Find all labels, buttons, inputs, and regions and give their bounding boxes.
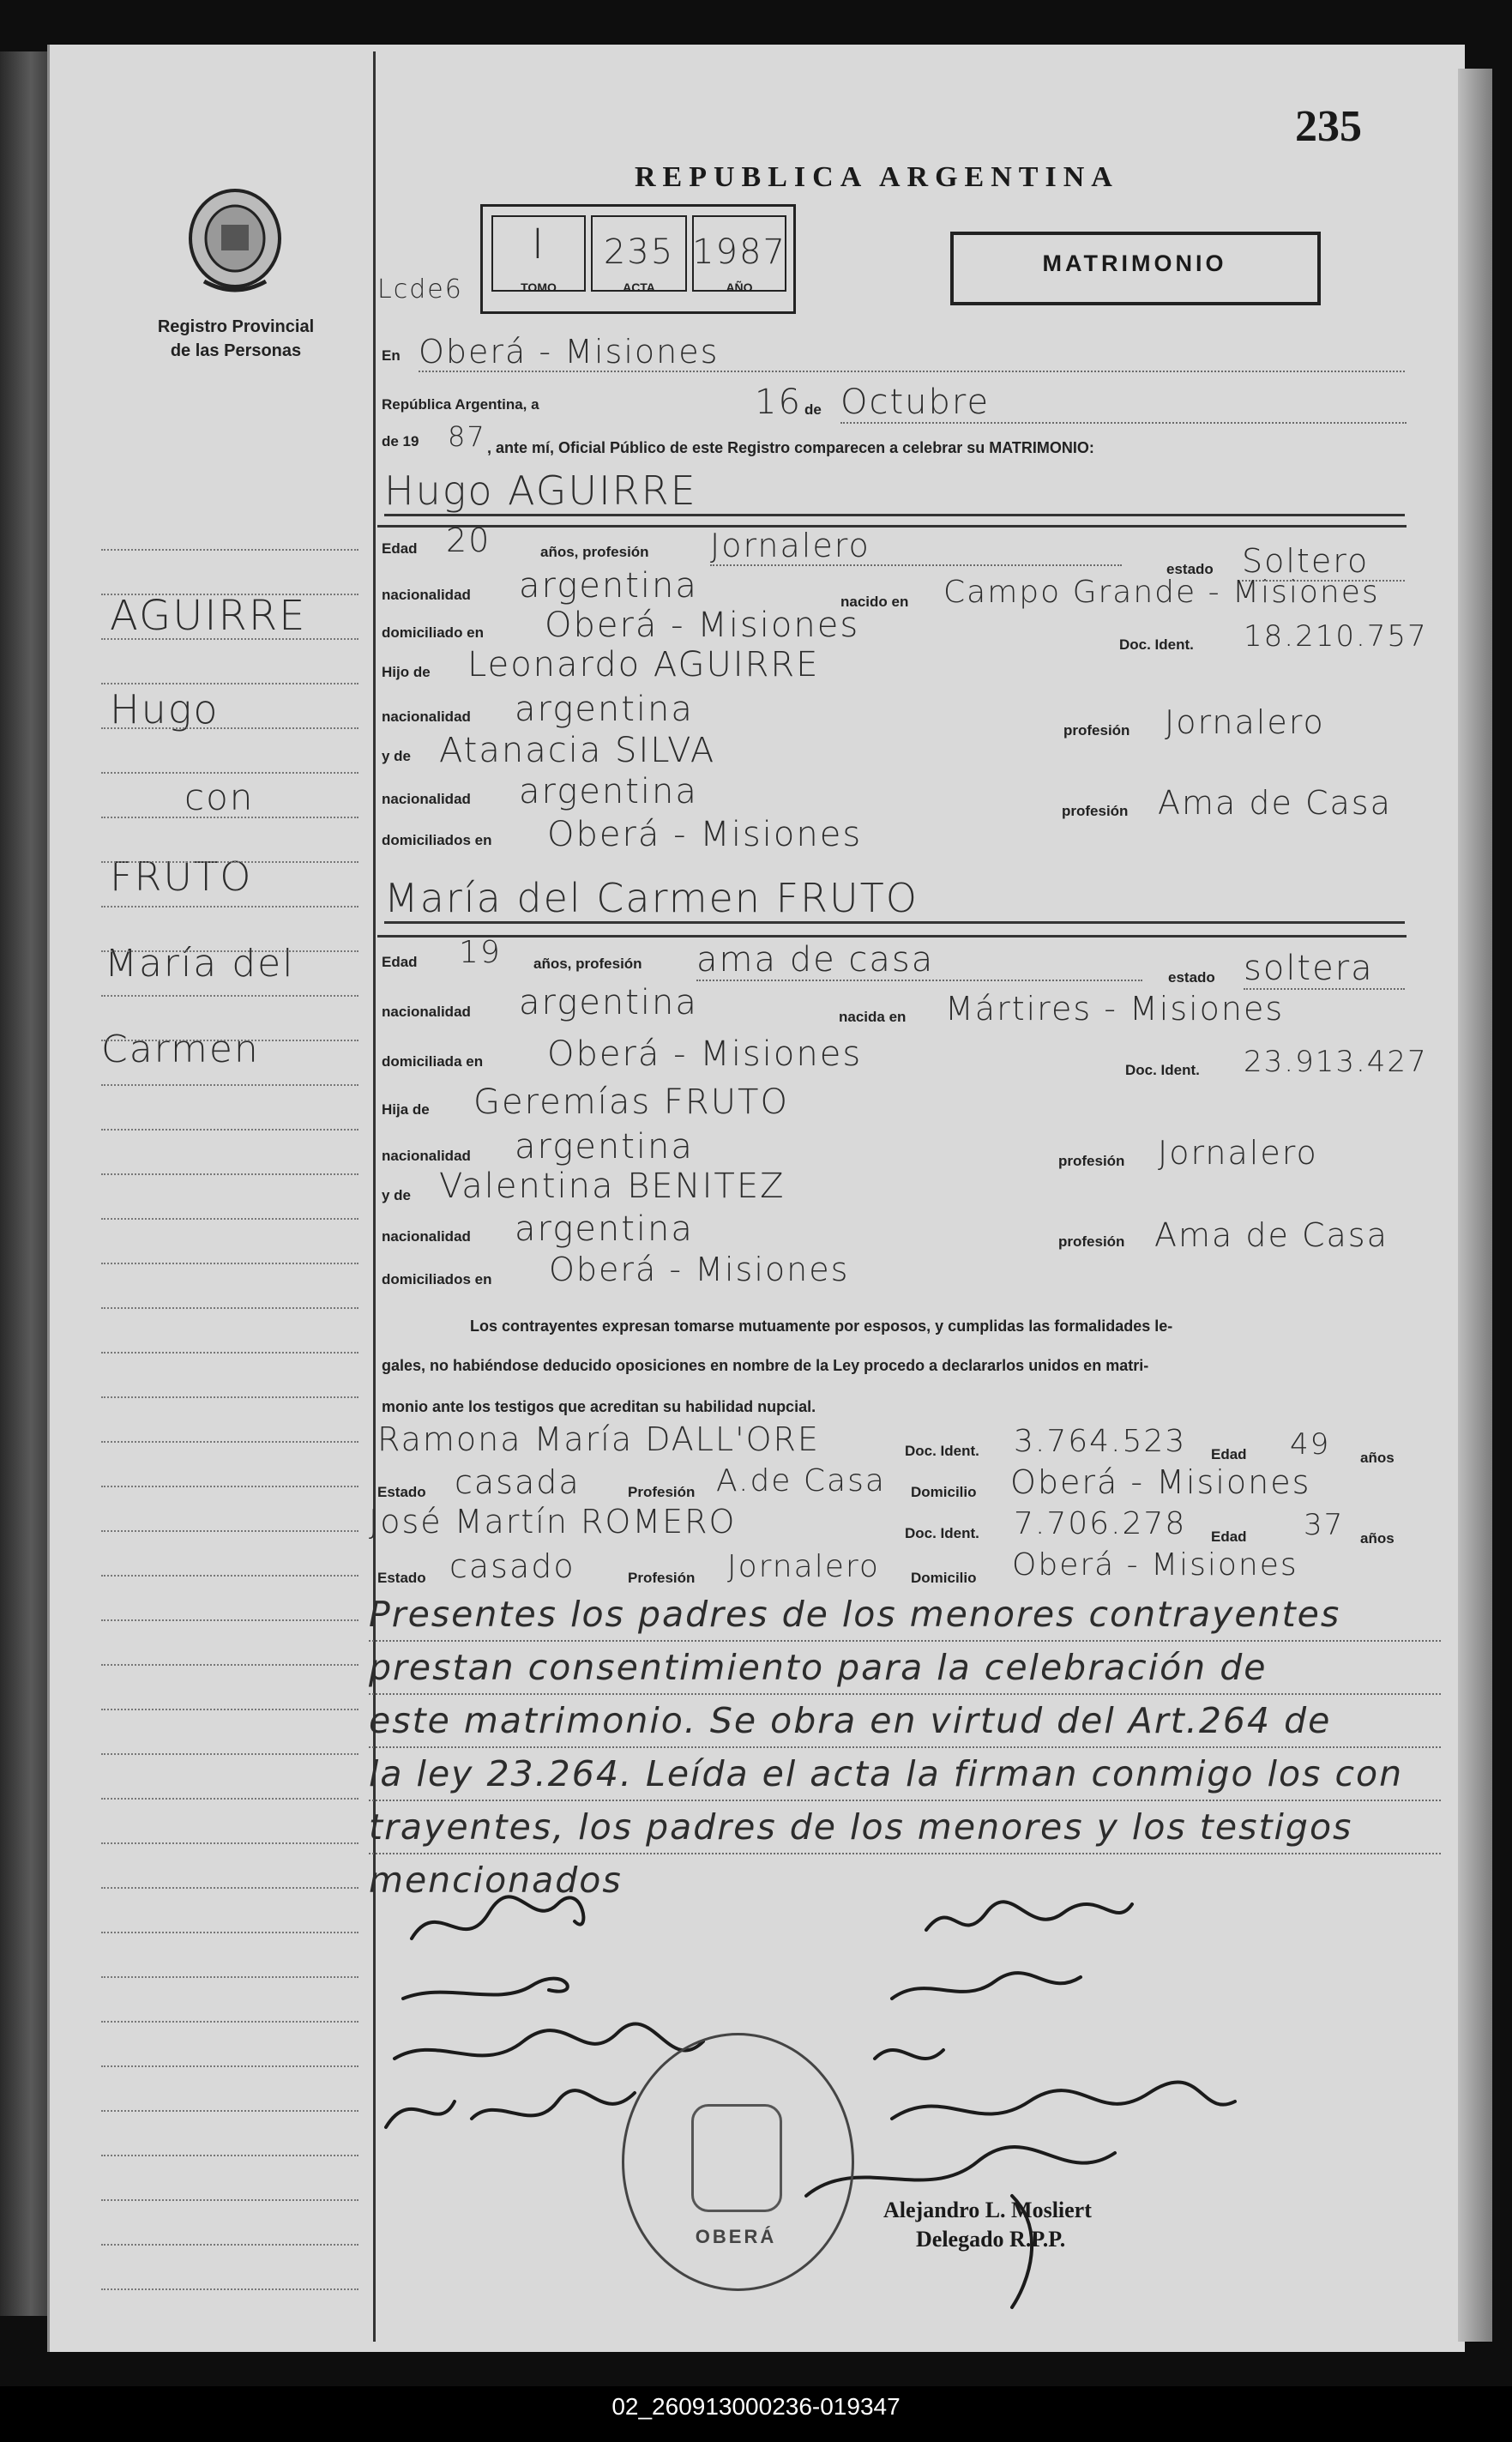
margin-rule-line: [101, 1932, 358, 1933]
groom-nac-label: nacionalidad: [382, 587, 471, 603]
handwritten-notes: [369, 1589, 1441, 1906]
margin-rule-line: [101, 683, 358, 684]
groom-prof-label: años, profesión: [540, 544, 649, 560]
margin-rule-line: [101, 2288, 358, 2290]
place-value: Oberá - Misiones: [419, 333, 1405, 372]
groom-hijo-label: Hijo de: [382, 664, 431, 680]
witness1-estado: casada: [455, 1463, 581, 1501]
bride-yde-label: y de: [382, 1187, 412, 1203]
margin-rule-line: [101, 1040, 358, 1041]
groom-madre-nac-label: nacionalidad: [382, 791, 471, 807]
year-suffix: 87: [448, 420, 486, 453]
bride-padre-nac-label: nacionalidad: [382, 1148, 471, 1164]
witness2-dom-label: Domicilio: [911, 1570, 977, 1586]
acta-label: ACTA: [623, 280, 655, 294]
bride-madre-nac: argentina: [515, 1209, 694, 1249]
groom-full-name: Hugo AGUIRRE: [384, 467, 1405, 516]
bride-edad: 19: [459, 935, 502, 970]
witness2-doc: 7.706.278: [1014, 1506, 1187, 1541]
ano-value: 1987: [692, 232, 786, 272]
witness1-profesion: A.de Casa: [716, 1463, 886, 1498]
bride-nacionalidad: argentina: [519, 983, 698, 1022]
witness2-estado: casado: [449, 1547, 575, 1585]
margin-rule-line: [101, 1887, 358, 1889]
bride-padre-prof: Jornalero: [1158, 1134, 1318, 1172]
note-line: este matrimonio. Se obra en virtud del Art.264 de: [369, 1695, 1441, 1748]
margin-groom-name: Hugo: [110, 686, 220, 733]
witness1-doc-label: Doc. Ident.: [905, 1443, 979, 1459]
margin-rule-line: [101, 2021, 358, 2023]
witness1-domicilio: Oberá - Misiones: [1010, 1463, 1311, 1501]
witness2-name: José Martín ROMERO: [369, 1503, 737, 1541]
month-value: Octubre: [840, 383, 1407, 424]
witness1-dom-label: Domicilio: [911, 1484, 977, 1500]
witness2-edad: 37: [1304, 1508, 1345, 1542]
groom-padres-dom-label: domiciliados en: [382, 832, 492, 848]
bride-nac-label: nacionalidad: [382, 1004, 471, 1020]
bride-full-name: María del Carmen FRUTO: [384, 875, 1405, 924]
margin-bride-name1: María del: [105, 942, 295, 986]
note-line: la ley 23.264. Leída el acta la firman conmigo los con: [369, 1748, 1441, 1801]
official-name: Alejandro L. Mosliert: [883, 2198, 1092, 2222]
margin-rule-line: [101, 638, 358, 640]
bride-doc-label: Doc. Ident.: [1125, 1062, 1200, 1078]
footer-id: 02_260913000236-019347: [611, 2393, 901, 2420]
margin-rule-line: [101, 1396, 358, 1398]
legal-line1: Los contrayentes expresan tomarse mutuamente por esposos, y cumplidas las formalidades le-: [470, 1317, 1173, 1335]
witness2-edad-label: Edad: [1211, 1529, 1247, 1545]
witness2-anos: años: [1360, 1530, 1395, 1547]
margin-rule-line: [101, 1530, 358, 1532]
margin-rule-line: [101, 549, 358, 551]
margin-rule-line: [101, 1486, 358, 1487]
margin-rule-line: [101, 906, 358, 907]
legal-line2: gales, no habiéndose deducido oposiciones en nombre de la Ley procedo a declararlos unidos en matri-: [382, 1357, 1149, 1374]
margin-rule-line: [101, 1263, 358, 1264]
margin-rule-line: [101, 1441, 358, 1443]
year-prefix: de 19: [382, 433, 419, 449]
margin-rule-line: [101, 1173, 358, 1175]
margin-rule-line: [101, 1218, 358, 1220]
margin-rule-line: [101, 1753, 358, 1755]
margin-rule-line: [101, 1129, 358, 1131]
acta-value: 235: [603, 232, 675, 272]
margin-rule-line: [101, 2199, 358, 2201]
groom-estado-label: estado: [1166, 561, 1214, 577]
groom-padre-nac-label: nacionalidad: [382, 708, 471, 725]
registry-name-line2: de las Personas: [170, 341, 302, 360]
margin-con: con: [184, 776, 255, 818]
image-footer: [0, 2386, 1512, 2442]
witness1-doc: 3.764.523: [1014, 1424, 1187, 1459]
witness2-prof-label: Profesión: [628, 1570, 696, 1586]
witness2-profesion: Jornalero: [727, 1549, 880, 1584]
margin-rule-line: [101, 861, 358, 863]
bride-estado: soltera: [1244, 949, 1405, 990]
bride-doc: 23.913.427: [1244, 1045, 1428, 1079]
groom-nacionalidad: argentina: [519, 566, 698, 606]
page-heading: REPUBLICA ARGENTINA: [635, 161, 1119, 193]
margin-rule-line: [101, 1976, 358, 1978]
bride-hija-label: Hija de: [382, 1101, 430, 1118]
stamp-text: OBERÁ: [695, 2226, 777, 2247]
groom-padre-nac: argentina: [515, 690, 694, 729]
bride-rule: [377, 935, 1407, 938]
en-label: En: [382, 347, 401, 364]
margin-rule-line: [101, 1709, 358, 1710]
groom-madre-prof-label: profesión: [1062, 803, 1129, 819]
witness1-edad-label: Edad: [1211, 1446, 1247, 1462]
registry-name-line1: Registro Provincial: [157, 317, 315, 336]
tomo-label: TOMO: [521, 280, 557, 294]
groom-padre-prof-label: profesión: [1063, 722, 1130, 739]
de-label: de: [804, 401, 822, 418]
margin-groom-surname: AGUIRRE: [110, 592, 307, 640]
page-number: 235: [1295, 102, 1362, 151]
groom-madre-prof: Ama de Casa: [1158, 784, 1392, 822]
bride-padres-dom: Oberá - Misiones: [549, 1251, 850, 1288]
margin-bride-surname: FRUTO: [110, 853, 253, 900]
groom-yde-label: y de: [382, 748, 412, 764]
page-edge: [1458, 69, 1492, 2342]
witness2-domicilio: Oberá - Misiones: [1012, 1547, 1298, 1583]
groom-edad-label: Edad: [382, 540, 418, 557]
margin-rule-line: [101, 1842, 358, 1844]
official-stamp: [622, 2033, 854, 2291]
margin-rule-line: [101, 1664, 358, 1666]
bride-domicilio: Oberá - Misiones: [547, 1034, 863, 1074]
witness1-estado-label: Estado: [377, 1484, 426, 1500]
witness2-doc-label: Doc. Ident.: [905, 1525, 979, 1541]
witness1-prof-label: Profesión: [628, 1484, 696, 1500]
registry-seal-icon: [187, 187, 283, 298]
rep-label: República Argentina, a: [382, 396, 539, 413]
bride-madre-prof: Ama de Casa: [1154, 1216, 1389, 1254]
groom-nacido-label: nacido en: [840, 594, 909, 610]
witness1-anos: años: [1360, 1450, 1395, 1466]
bride-dom-label: domiciliada en: [382, 1053, 484, 1070]
note-line: mencionados: [369, 1860, 623, 1901]
official-title: Delegado R.P.P.: [916, 2227, 1066, 2252]
groom-profesion: Jornalero: [710, 527, 1122, 566]
witness1-name: Ramona María DALL'ORE: [377, 1420, 820, 1458]
groom-nacido: Campo Grande - Misiones: [943, 575, 1380, 610]
bride-profesion: ama de casa: [696, 940, 1142, 981]
margin-rule-line: [101, 1575, 358, 1577]
signatures-area: [360, 1878, 1441, 2324]
groom-estado: Soltero: [1242, 542, 1405, 582]
margin-rule-line: [101, 772, 358, 774]
corner-note: Lcde6: [377, 274, 463, 304]
margin-rule-line: [101, 2155, 358, 2156]
margin-rule-line: [101, 950, 358, 952]
day-value: 16: [755, 383, 802, 422]
bride-estado-label: estado: [1168, 969, 1215, 986]
bride-madre-prof-label: profesión: [1058, 1233, 1125, 1250]
groom-madre: Atanacia SILVA: [439, 731, 716, 770]
groom-doc-label: Doc. Ident.: [1119, 636, 1194, 653]
bride-padre: Geremías FRUTO: [473, 1082, 789, 1122]
bride-nacida-label: nacida en: [839, 1009, 907, 1025]
tomo-value: I: [531, 220, 546, 268]
margin-rule-line: [101, 1352, 358, 1354]
groom-padre-prof: Jornalero: [1165, 703, 1325, 741]
bride-madre: Valentina BENITEZ: [439, 1167, 786, 1206]
bride-padre-nac: argentina: [515, 1127, 694, 1167]
margin-rule-line: [101, 1307, 358, 1309]
bride-padre-prof-label: profesión: [1058, 1153, 1125, 1169]
bride-edad-label: Edad: [382, 954, 418, 970]
note-line: prestan consentimiento para la celebración de: [369, 1642, 1441, 1695]
margin-rule-line: [101, 594, 358, 595]
groom-padre: Leonardo AGUIRRE: [467, 645, 820, 684]
ano-label: AÑO: [726, 280, 753, 294]
legal-line3: monio ante los testigos que acreditan su habilidad nupcial.: [382, 1398, 816, 1415]
note-line: Presentes los padres de los menores contrayentes: [369, 1589, 1441, 1642]
bride-nacida: Mártires - Misiones: [945, 990, 1285, 1028]
record-type: MATRIMONIO: [1042, 250, 1227, 276]
margin-rule-line: [101, 2065, 358, 2067]
groom-edad: 20: [446, 522, 491, 559]
witness1-edad: 49: [1290, 1427, 1331, 1462]
note-line: trayentes, los padres de los menores y los testigos: [369, 1801, 1441, 1854]
margin-rule-line: [101, 2110, 358, 2112]
bride-prof-label: años, profesión: [533, 956, 642, 972]
record-box: [480, 204, 796, 314]
margin-rule-line: [101, 1619, 358, 1621]
margin-rule-line: [101, 1798, 358, 1800]
bride-padres-dom-label: domiciliados en: [382, 1271, 492, 1287]
margin-rule-line: [101, 995, 358, 997]
margin-bride-name2: Carmen: [101, 1028, 260, 1071]
margin-rule-line: [101, 1084, 358, 1086]
groom-domicilio: Oberá - Misiones: [545, 606, 860, 645]
margin-rule-line: [101, 727, 358, 729]
bride-madre-nac-label: nacionalidad: [382, 1228, 471, 1245]
groom-dom-label: domiciliado en: [382, 624, 485, 641]
groom-doc: 18.210.757: [1244, 619, 1428, 654]
witness2-estado-label: Estado: [377, 1570, 426, 1586]
groom-padres-dom: Oberá - Misiones: [547, 815, 863, 854]
margin-rule-line: [101, 817, 358, 818]
book-binding: [0, 51, 51, 2316]
margin-rule-line: [101, 2244, 358, 2246]
groom-madre-nac: argentina: [519, 772, 698, 811]
oficial-text: , ante mí, Oficial Público de este Registro comparecen a celebrar su MATRIMONIO:: [487, 439, 1094, 456]
